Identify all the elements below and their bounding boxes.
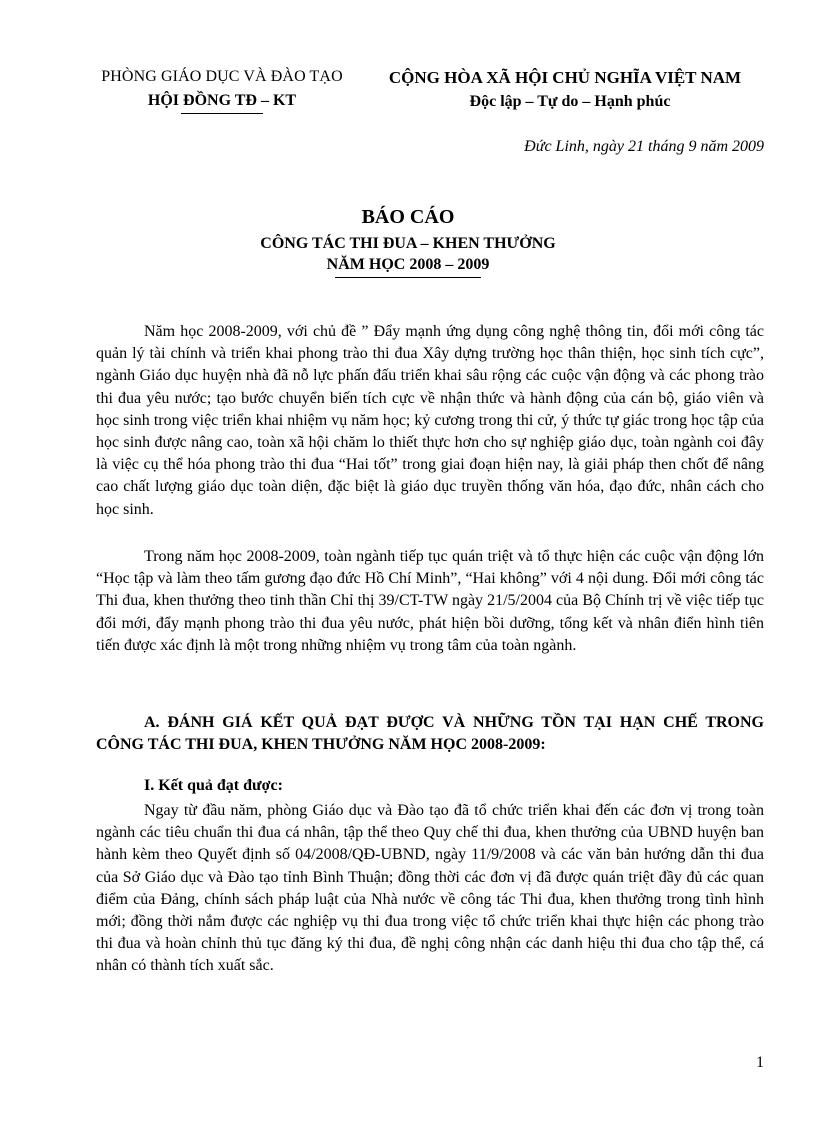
agency-name: PHÒNG GIÁO DỤC VÀ ĐÀO TẠO	[101, 68, 343, 85]
report-title: BÁO CÁO	[361, 206, 455, 228]
page-number: 1	[756, 1054, 764, 1071]
report-year: NĂM HỌC 2008 – 2009	[326, 256, 490, 273]
title-underline	[335, 277, 481, 278]
paragraph-intro	[96, 321, 764, 521]
national-title: CỘNG HÒA XÃ HỘI CHỦ NGHĨA VIỆT NAM	[388, 68, 742, 87]
paragraph-text: Năm học 2008-2009, với chủ đề ” Đẩy mạnh ứng dụng công nghệ thông tin, đổi mới công tác quản lý tài chính và triển khai phong trào thi đua Xây dựng trường học thân thiện, học sinh tích cực”, ngành Giáo dục huyện nhà đã nỗ lực phấn đấu triển khai sâu rộng các cuộc vận động và các phong trào thi đua yêu nước; tạo bước chuyển biến tích cực về nhận thức và hành động của cán bộ, giáo viên và học sinh trong việc triển khai nhiệm vụ năm học; kỷ cương trong thi cử, ý thức tự giác trong học tập của học sinh được nâng cao, toàn xã hội chăm lo thiết thực hơn cho sự nghiệp giáo dục, toàn ngành coi đây là việc cụ thể hóa phong trào thi đua “Hai tốt” trong giai đoạn hiện nay, là giải pháp then chốt để nâng cao chất lượng giáo dục toàn diện, đặc biệt là giáo dục truyền thống văn hóa, đạo đức, nhân cách cho học sinh.	[96, 323, 764, 518]
paragraph-text: Ngay từ đầu năm, phòng Giáo dục và Đào tạo đã tổ chức triển khai đến các đơn vị trong toàn ngành các tiêu chuẩn thi đua cá nhân, tập thể theo Quy chế thi đua, khen thưởng của UBND huyện ban hành kèm theo Quyết định số 04/2008/QĐ-UBND, ngày 11/9/2008 và các văn bản hướng dẫn thi đua của Sở Giáo dục và Đào tạo tỉnh Bình Thuận; đồng thời các đơn vị đã được quán triệt đầy đủ các quan điểm của Đảng, chính sách pháp luật của Nhà nước về công tác Thi đua, khen thưởng trong tình hình mới; đồng thời nắm được các nghiệp vụ thi đua trong việc tổ chức triển khai thực hiện các phong trào thi đua và hoàn chỉnh thủ tục đăng ký thi đua, đề nghị công nhận các danh hiệu thi đua cho tập thể, cá nhân có thành tích xuất sắc.	[96, 802, 764, 975]
paragraph-text: Trong năm học 2008-2009, toàn ngành tiếp tục quán triệt và tổ thực hiện các cuộc vận động lớn “Học tập và làm theo tấm gương đạo đức Hồ Chí Minh”, “Hai không” với 4 nội dung. Đổi mới công tác Thi đua, khen thưởng theo tinh thần Chỉ thị 39/CT-TW ngày 21/5/2004 của Bộ Chính trị về việc tiếp tục đổi mới, đẩy mạnh phong trào thi đua yêu nước, phát hiện bồi dưỡng, tổng kết và nhân điển hình tiên tiến được xác định là một trong những nhiệm vụ trong tâm của toàn ngành.	[96, 548, 764, 654]
title-block	[0, 206, 816, 278]
section-a-heading: A. ĐÁNH GIÁ KẾT QUẢ ĐẠT ĐƯỢC VÀ NHỮNG TỒN TẠI HẠN CHẾ TRONG CÔNG TÁC THI ĐUA, KHEN THƯỞNG NĂM HỌC 2008-2009:	[96, 714, 764, 754]
paragraph-campaigns	[96, 546, 764, 657]
paragraph-results	[96, 800, 764, 978]
national-motto: Độc lập – Tự do – Hạnh phúc	[469, 93, 671, 110]
agency-header	[82, 68, 362, 114]
agency-underline	[181, 113, 263, 114]
report-subtitle: CÔNG TÁC THI ĐUA – KHEN THƯỞNG	[260, 235, 556, 252]
subsection-i-heading: I. Kết quả đạt được:	[144, 777, 283, 794]
national-header	[365, 68, 765, 111]
council-name: HỘI ĐỒNG TĐ – KT	[147, 92, 297, 109]
document-date: Đức Linh, ngày 21 tháng 9 năm 2009	[524, 138, 764, 155]
